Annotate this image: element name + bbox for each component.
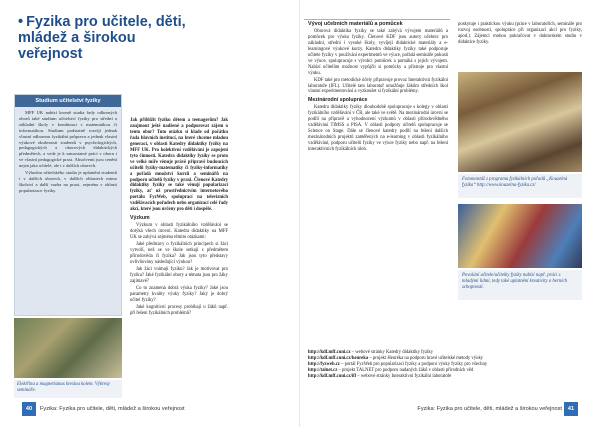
sidebar-paragraph: Výhodou učitelského studia je uplatnění studentů i v dalších oborech, v dalších oblastech mimo školství a další vazba na praxi, zejména v oblasti popularizace fyziky. <box>19 170 117 193</box>
link-description: – portál FyzWeb pro popularizaci fyziky a podporu výuky fyziky pro všechny <box>341 362 488 368</box>
paragraph: poskytuje i praktickou výuku (práce v laboratořích, semináře pro rozvoj osobnosti, spolupráce při organizaci akcí pro fyziky, apod.). Zájemci mohou pokračovat v doktorském studiu v didaktice fyziky. <box>458 22 582 45</box>
link[interactable]: http://fyzweb.cz <box>308 362 340 368</box>
photo-caption-1: Elektřina a magnetismus kreslou kolem. Výkresy semináře. <box>14 380 122 398</box>
intro-paragraph: Jak přiblížit fyziku dětem a teenagerům? Jak zaujmout ještě nadšené a podporovat zájem o tento obor? Tuto otázku si klade od počátku řada hlavních institucí, na které chceme mladou generaci, v oblasti Katedry didaktiky fyziky na MFF UK. Pro kolektivní vzdělávání je zapojení tyto činnosti. Katedra didaktiky fyziky se proto ve velké míře věnuje právě přípravě budoucích učitelů fyziky-matematiky či fyziky-informatiky a pořádá množství kurzů a seminářů na podporu učitelů fyziky v praxi. Členové Katedry didaktiky fyziky se také věnují popularizaci fyziky, ať už prostřednictvím internetového portálu FyzWeb, spoluprací na televizních vzdělávacích pořadech nebo organizací celé řady akcí, které jsou určeny pro děti i dospělé. <box>130 118 228 213</box>
paragraph: Výzkum v oblasti fyzikálního vzdělávání se dotýká všech úrovní. Katedra didaktiky na MFF UK se zabývá zejména těmito otázkami: <box>130 223 228 241</box>
link-description: – webové stránky Katedry didaktiky fyziky <box>351 350 434 355</box>
article-column-2 <box>130 118 228 318</box>
links-list <box>308 350 588 380</box>
section-divider <box>304 19 450 20</box>
page-number-left: 40 <box>22 402 36 416</box>
link[interactable]: http://kdf.mff.cuni.cz/heureka <box>308 356 369 362</box>
paragraph: Jaké kognitivní procesy probíhají u žáků např. při řešení fyzikálních problémů? <box>130 304 228 316</box>
page-title <box>18 14 198 62</box>
page-gutter <box>299 0 300 427</box>
photo-caption-2: Fotomontáž z programu fyzikálních pořadů „Kouzelná fyzika“ http://www.kouzelna-fyzika.cz/ <box>458 174 582 198</box>
section-heading-international: Mezinárodní spolupráce <box>308 97 368 104</box>
photo-teacher-students <box>458 204 582 268</box>
paragraph: Jak žáci vnímají fyziku? Jak je motivovat pro fyziku? Jaké fyzikální obory a témata jsou pro žáky zajímavé? <box>130 266 228 284</box>
sidebar-paragraph: MFF UK nabízí kromě studia řady odborných oborů také studium učitelství fyziky pro střední a základní školy v kombinaci s matematikou či informatikou. Studium podstatně rozvíjí jednak vlastní odbornou fyzikální průpravu a jednak vlastní výukové zkušenosti studentů v psychologických, pedagogických a oborových didaktických předmětech, a vede je k samostatné práci v oboru i ve vlastní pedagogické praxi. Absolventi jsou cenění nejen jako učitelé, ale i v dalších oborech. <box>19 110 117 169</box>
sidebar-box-teacher-study <box>14 94 122 316</box>
footer-left: Fyzika: Fyzika pro učitele, děti, mládež a širokou veřejnost <box>40 406 185 412</box>
paragraph: Co to znamená dobrá výuka fyziky? Jaké jsou parametry kvality výuky fyziky? Jaký je dobrý učitel fyziky? <box>130 285 228 303</box>
sidebar-heading: Studium učitelství fyziky <box>15 95 121 107</box>
list-item <box>308 374 588 380</box>
link[interactable]: http://talnet.cz <box>308 368 338 374</box>
paragraph: Oborová didaktika fyziky se také zabývá vývojem materiálů a pomůcek pro výuku fyziky. Členové KDF jsou autory učebnic pro základní, střední i vysoké školy, vyvíjejí didaktické materiály a e-learningové výukové kurzy. Katedra didaktiky fyziky také podporuje učitele fyziky v používání experimentů ve výuce, pořádá semináře pokusů ve výuce, spolupracuje s výrobci pomůcek a pomáhá s jejich vývojem. Nabízí učitelům možnost vypůjčit si pomůcky a přístroje pro vlastní výuku. <box>308 28 448 76</box>
article-column-4 <box>458 22 582 46</box>
link[interactable]: http://kdf.mff.cuni.cz <box>308 350 351 355</box>
link-description: – projekt Heuréka na podporu hravé učitelské metody výuky <box>369 356 484 362</box>
article-column-3 <box>308 22 448 154</box>
section-heading-research: Výzkum <box>130 215 150 222</box>
sidebar-body <box>15 107 121 198</box>
photo-magnetism-seminar <box>14 318 122 378</box>
photo-magic-physics <box>458 72 582 172</box>
paragraph: Jaké představy o fyzikálních principech si žáci vytvoří, než se ve škole setkají s předmětem přírodověda či fyzika? Jak jsou tyto představy ovlivňovány následující výukou? <box>130 242 228 265</box>
paragraph: Katedra didaktiky fyziky dlouhodobě spolupracuje s kolegy v oblasti fyzikálního vzdělávání v ČR, ale také ve světě. Na mezinárodní úrovni se podílí na přípravě a vyhodnocení výzkumů v oblasti přírodovědného vzdělávání TIMSS a PISA. V oblasti podpory učitelů spolupracuje se Science on Stage. Dále se členové katedry podílí na řešení dalších mezinárodních projektů zaměřených na e-learning v oblasti fyzikálního vzdělávání, podporu učitelů fyziky ve výuce fyziky nebo např. na řešení interaktivních fyzikálních úloh. <box>308 105 448 153</box>
title-text: Fyzika pro učitele, děti, mládež a širokou veřejnost <box>18 14 186 62</box>
link[interactable]: http://kdf.mff.cuni.cz/ifl <box>308 374 357 380</box>
footer-right: Fyzika: Fyzika pro učitele, děti, mládež a širokou veřejnost <box>417 406 562 412</box>
link-description: – webové stránky Interaktivní fyzikální laboratoře <box>357 374 452 380</box>
title-bullet-icon: • <box>18 14 24 30</box>
section-heading-materials: Vývoj učebních materiálů a pomůcek <box>308 21 403 27</box>
link-description: – projekt TALNET pro podporu nadaných žáků v oblasti přírodních věd <box>338 368 474 374</box>
page-number-right: 41 <box>564 402 578 416</box>
photo-caption-3: Povolání učitele/učitelky fyziky nabízí např. práci s mladými lidmi, tedy také uplatnění kreativity a herních schopností. <box>458 270 582 300</box>
paragraph: KDF také pro metodické účely připravuje provoz Interaktivní fyzikální laboratoře (IFL). Učitelé tato laboratoř umožňuje žákům středních škol vlastní experimentování a vyzkoušet si fyzikální problémy. <box>308 77 448 95</box>
